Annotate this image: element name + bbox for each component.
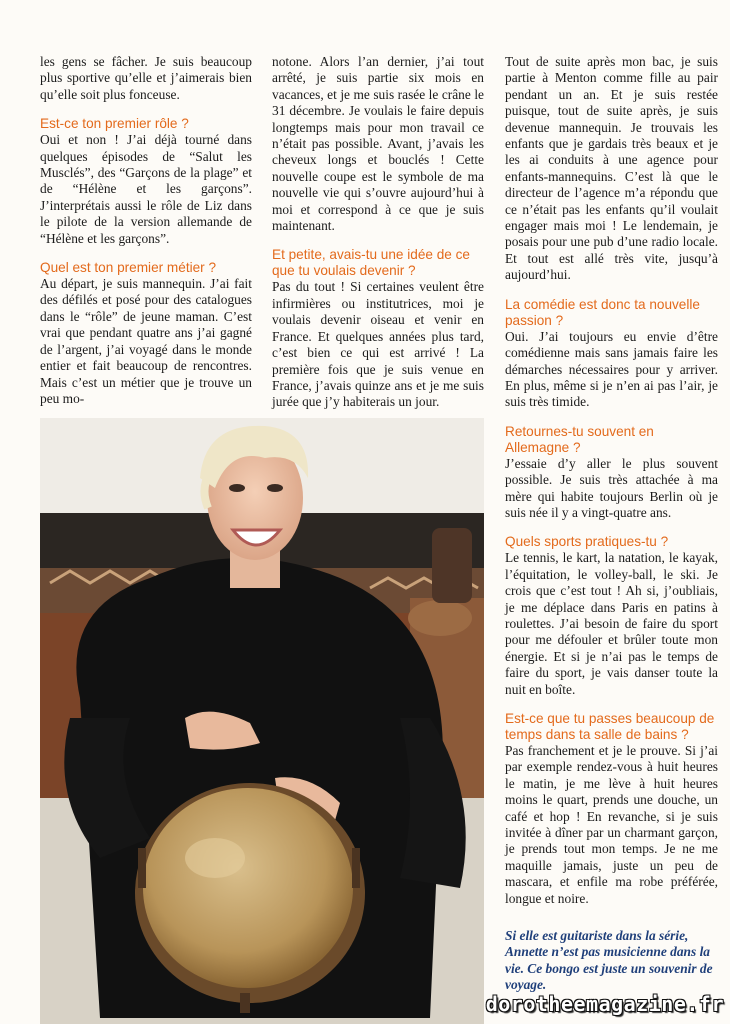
portrait-photo xyxy=(40,418,484,1024)
paragraph: les gens se fâcher. Je suis beaucoup plus sportive qu’elle et j’aimerais bien qu’elle soit plus fonceuse. xyxy=(40,54,252,102)
paragraph: notone. Alors l’an dernier, j’ai tout arrêté, je suis partie six mois en vacances, et je me suis rasée le crâne le 31 décembre. Je voulais le faire depuis longtemps mais pour mon travail ce n’était pas possible. Avant, j’avais les cheveux longs et bouclés ! Cette nouvelle coupe est le symbole de ma nouvelle vie qui s’ouvre aujourd’hui à moi et correspond à ce que je suis maintenant. xyxy=(272,54,484,234)
question-heading: Quels sports pratiques-tu ? xyxy=(505,534,669,550)
question-heading: Est-ce que tu passes beaucoup de temps dans ta salle de bains ? xyxy=(505,711,715,742)
answer-paragraph: Le tennis, le kart, la natation, le kayak, l’équitation, le volley-ball, le ski. Je crois que c’est tout ! Ah si, j’oubliais, je me déplace dans Paris en patins à roulettes. J’ai besoin de faire du sport pour me défouler et brûler toute mon énergie. Et si je n’ai pas le temps de faire du sport, je vais danser toute la nuit en boîte. xyxy=(505,550,718,697)
article-column-1 xyxy=(40,54,252,420)
answer-paragraph: Oui et non ! J’ai déjà tourné dans quelques épisodes de “Salut les Musclés”, des “Garçons de la plage” et de “Hélène et les garçons”. J’interprétais aussi le rôle de Liz dans le pilote de la version allemande de “Hélène et les garçons”. xyxy=(40,132,252,246)
question-heading: Et petite, avais-tu une idée de ce que tu voulais devenir ? xyxy=(272,247,470,279)
site-watermark: dorotheemagazine.fr xyxy=(485,992,724,1016)
answer-paragraph: Pas franchement et je le prouve. Si j’ai par exemple rendez-vous à huit heures le matin, je me lève à huit heures moins le quart, prends une douche, un café et hop ! En revanche, si je suis invitée à dîner par un charmant garçon, je prends tout mon temps. Je ne me maquille jamais, juste un peu de mascara, et enfile ma robe préférée, longue et noire. xyxy=(505,743,718,906)
article-column-3 xyxy=(505,54,718,920)
article-column-2 xyxy=(272,54,484,424)
question-heading: Retournes-tu souvent en Allemagne ? xyxy=(505,423,654,455)
photo-illustration xyxy=(40,418,484,1024)
answer-paragraph: Au départ, je suis mannequin. J’ai fait des défilés et posé pour des catalogues dans le “rôle” de jeune maman. C’est vrai que pendant quatre ans j’ai gagné de l’argent, j’ai voyagé dans le monde entier et fait beaucoup de rencontres. Mais c’est un métier que je trouve un peu mo- xyxy=(40,276,252,406)
question-heading: Est-ce ton premier rôle ? xyxy=(40,116,189,132)
answer-paragraph: Oui. J’ai toujours eu envie d’être comédienne mais sans jamais faire les démarches nécessaires pour y arriver. En plus, même si je n’en ai pas l’air, je suis très timide. xyxy=(505,328,718,410)
paragraph: Tout de suite après mon bac, je suis partie à Menton comme fille au pair pendant un an. Et je suis restée puisque, tout de suite après, je suis devenue mannequin. Je trouvais les enfants que je gardais très beaux et je les ai conduits à une agence pour enfants-mannequins. C’est là que le directeur de l’agence m’a répondu que ce n’était pas les enfants qu’il voulait engager mais moi ! Le lendemain, je posais pour une pub d’une radio locale. Et tout est allé très vite, jusqu’à aujourd’hui. xyxy=(505,54,718,283)
question-heading: La comédie est donc ta nouvelle passion ? xyxy=(505,296,700,328)
question-heading: Quel est ton premier métier ? xyxy=(40,260,217,276)
caption-text: Si elle est guitariste dans la série, Annette n’est pas musicienne dans la vie. Ce bongo est juste un souvenir de voyage. xyxy=(505,928,713,993)
photo-caption xyxy=(505,928,715,994)
answer-paragraph: Pas du tout ! Si certaines veulent être infirmières ou institutrices, moi je voulais devenir oiseau et venir en France. Et quelques années plus tard, c’est bien ce qui est arrivé ! La première fois que je suis venue en France, j’avais quinze ans et je me suis jurée que j’y habiterais un jour. xyxy=(272,279,484,410)
answer-paragraph: J’essaie d’y aller le plus souvent possible. Je suis très attachée à ma mère qui habite toujours Berlin où je suis née il y a vingt-quatre ans. xyxy=(505,455,718,520)
